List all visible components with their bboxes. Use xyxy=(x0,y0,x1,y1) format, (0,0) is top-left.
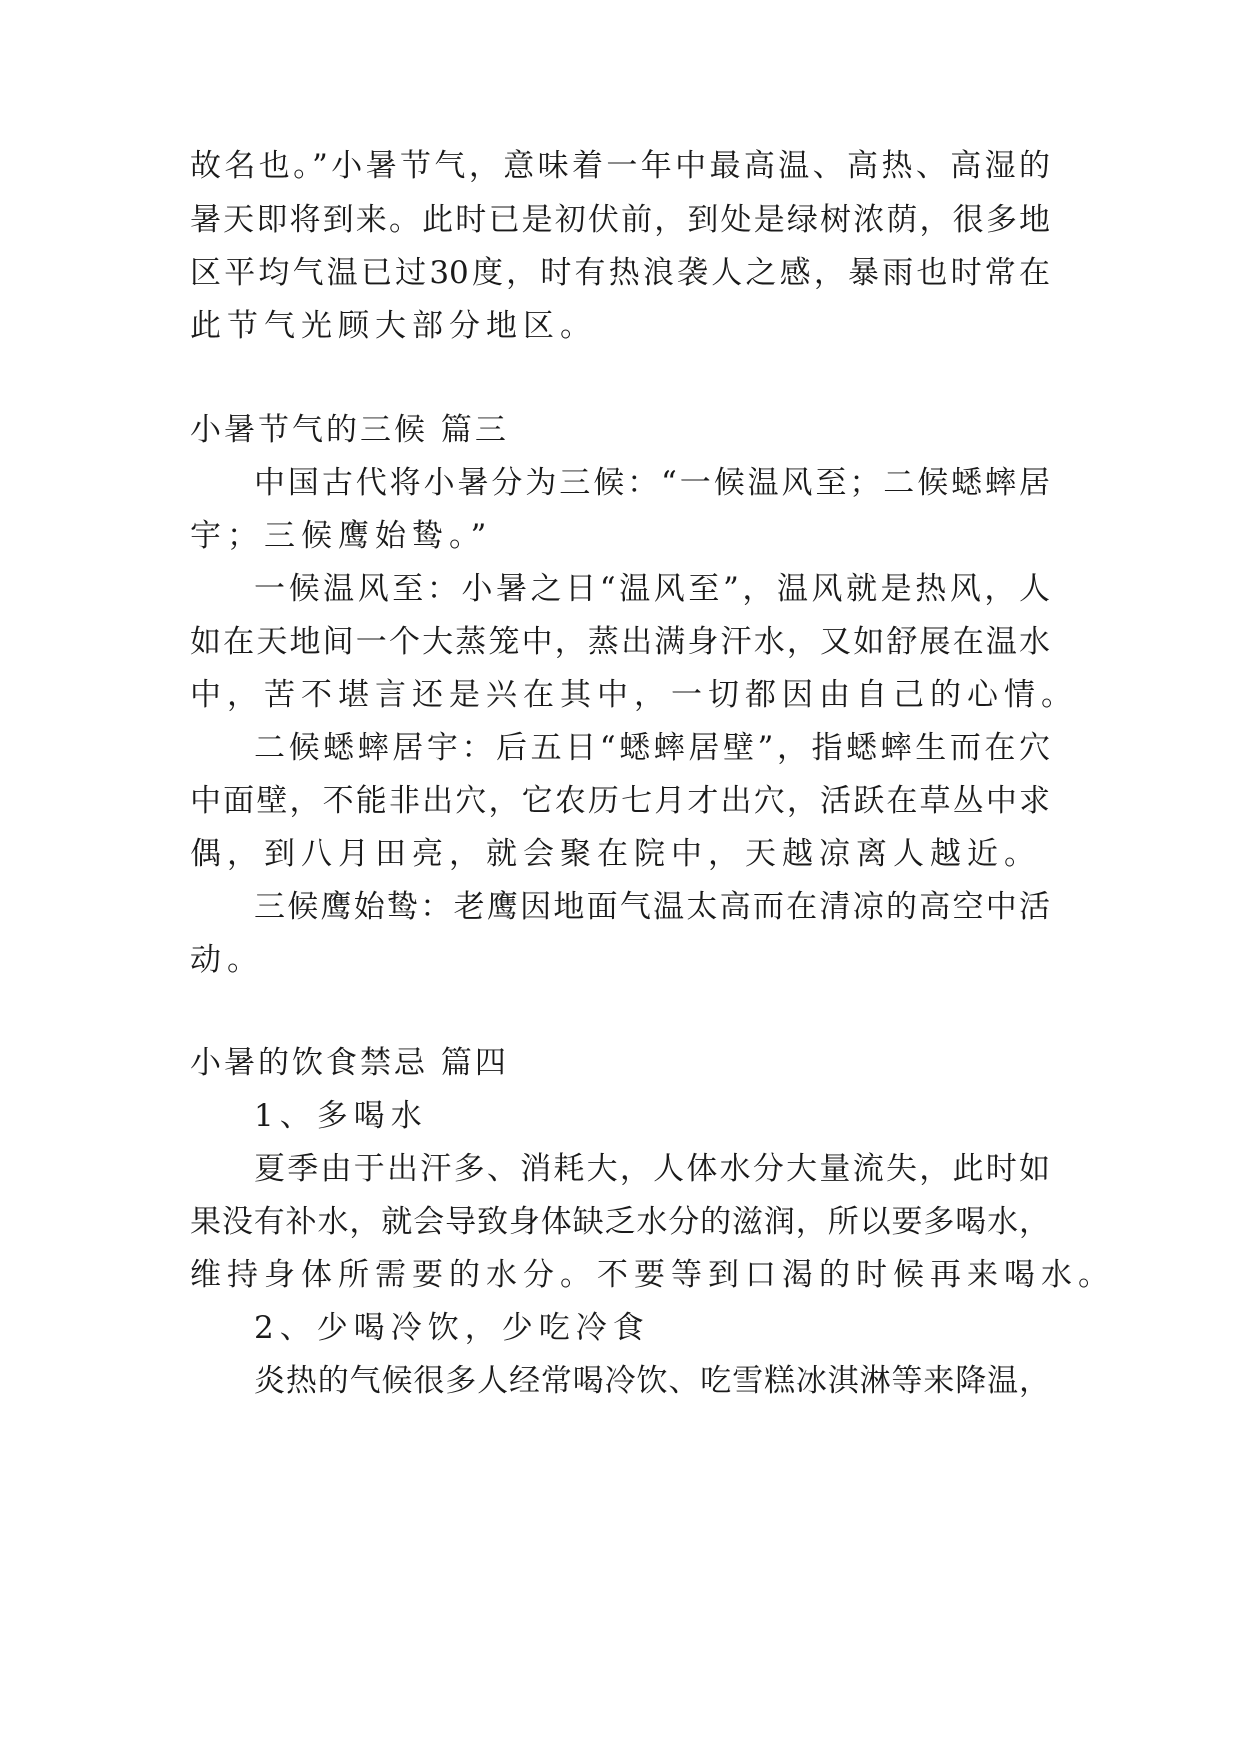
section-heading: 小暑节气的三候 篇三 xyxy=(190,412,509,448)
paragraph-line: 中面壁，不能非出穴，它农历七月才出穴，活跃在草丛中求 xyxy=(190,783,1050,819)
paragraph-line: 果没有补水，就会导致身体缺乏水分的滋润，所以要多喝水， xyxy=(190,1204,1050,1240)
paragraph-line: 如在天地间一个大蒸笼中，蒸出满身汗水，又如舒展在温水 xyxy=(190,624,1050,660)
paragraph-line: 动。 xyxy=(190,942,264,978)
paragraph-line: 夏季由于出汗多、消耗大，人体水分大量流失，此时如 xyxy=(254,1151,1050,1187)
paragraph-line: 中，苦不堪言还是兴在其中，一切都因由自己的心情。 xyxy=(190,677,1078,713)
paragraph-line: 二候蟋蟀居宇：后五日“蟋蟀居壁”，指蟋蟀生而在穴 xyxy=(254,730,1050,766)
paragraph-line: 中国古代将小暑分为三候：“一候温风至；二候蟋蟀居 xyxy=(254,465,1050,501)
paragraph-line: 三候鹰始鸷：老鹰因地面气温太高而在清凉的高空中活 xyxy=(254,889,1050,925)
section-heading: 小暑的饮食禁忌 篇四 xyxy=(190,1045,509,1081)
paragraph-line: 暑天即将到来。此时已是初伏前，到处是绿树浓荫，很多地 xyxy=(190,202,1050,238)
paragraph-line: 一候温风至：小暑之日“温风至”，温风就是热风，人 xyxy=(254,571,1050,607)
paragraph-line: 宇；三候鹰始鸷。” xyxy=(190,518,493,554)
paragraph-line: 区平均气温已过30度，时有热浪袭人之感，暴雨也时常在 xyxy=(190,255,1050,291)
paragraph-line: 偶，到八月田亮，就会聚在院中，天越凉离人越近。 xyxy=(190,836,1041,872)
paragraph-line: 炎热的气候很多人经常喝冷饮、吃雪糕冰淇淋等来降温， xyxy=(254,1363,1050,1399)
list-item-heading: 2、少喝冷饮，少吃冷食 xyxy=(254,1310,650,1346)
paragraph-line: 故名也。”小暑节气，意味着一年中最高温、高热、高湿的 xyxy=(190,148,1050,184)
paragraph-line: 维持身体所需要的水分。不要等到口渴的时候再来喝水。 xyxy=(190,1257,1115,1293)
paragraph-line: 此节气光顾大部分地区。 xyxy=(190,308,597,344)
list-item-heading: 1、多喝水 xyxy=(254,1098,428,1134)
